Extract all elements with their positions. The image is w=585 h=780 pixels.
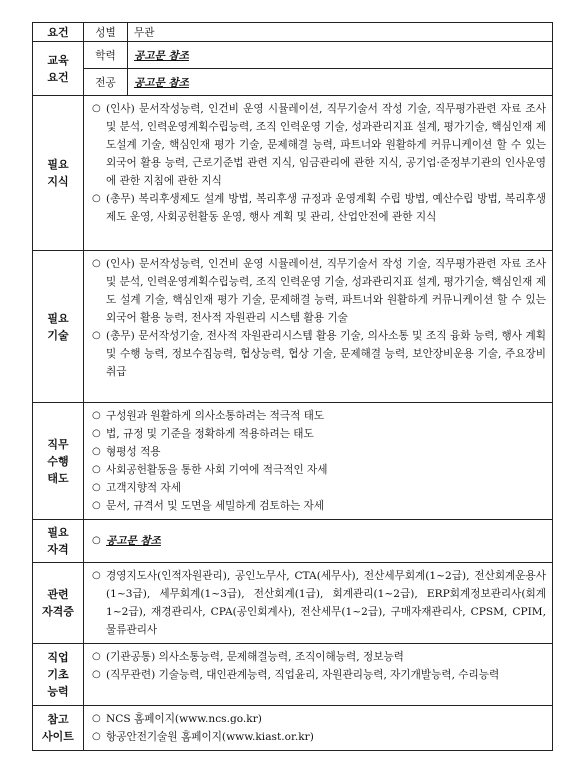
row-certificates [33,563,553,644]
knowledge-item: ○ (인사) 문서작성능력, 인건비 운영 시뮬레이션, 직무기술서 작성 기술, 직무평가관련 자료 조사 및 분석, 인력운영계획수립능력, 조직 인력운영 기술, 성과관리지표 설계, 평가기술, 핵심인재 제도설계 기술, 핵심인재 평가 기술, 문제해결 능력, 파트너와 원활하게 커뮤니케이션 할 수 있는 외국어 활용 능력, 근로기준법 관련 지식, 임금관리에 관한 지식, 공기업·준정부기관의 인사운영에 관한 지침에 관한 지식 [92,100,546,190]
row-skills [33,251,553,403]
basic-ability-item: ○ (기관공통) 의사소통능력, 문제해결능력, 조직이해능력, 정보능력 [92,648,546,666]
reference-link-kiast[interactable]: ○ 항공안전기술원 홈페이지(www.kiast.or.kr) [92,728,546,746]
row-reference [33,706,553,751]
skills-content [84,251,553,403]
attitude-item: ○ 구성원과 원활하게 의사소통하려는 적극적 태도 [92,407,546,425]
row-basic-ability [33,644,553,706]
row-attitude [33,403,553,520]
degree-label: 학력 [84,42,128,69]
major-value: 공고문 참조 [128,69,553,96]
header-qualification: 필요 자격 [33,520,84,563]
certificates-content [84,563,553,644]
degree-value: 공고문 참조 [128,42,553,69]
header-reference: 참고 사이트 [33,706,84,751]
attitude-content [84,403,553,520]
basic-ability-content [84,644,553,706]
header-education: 교육 요건 [33,42,84,96]
skills-item: ○ (총무) 문서작성기술, 전사적 자원관리시스템 활용 기술, 의사소통 및 조직 융화 능력, 행사 계획 및 수행 능력, 정보수집능력, 협상능력, 협상 기술, 문제해결 능력, 보안장비운용 기술, 주요장비 취급 [92,327,546,381]
qualification-content [84,520,553,563]
major-label: 전공 [84,69,128,96]
row-qualification [33,520,553,563]
attitude-item: ○ 형평성 적용 [92,443,546,461]
header-certificates: 관련 자격증 [33,563,84,644]
row-requirements [33,23,553,42]
header-skills: 필요 기술 [33,251,84,403]
job-requirements-table [32,22,553,751]
header-basic-ability: 직업 기초 능력 [33,644,84,706]
header-requirements: 요건 [33,23,84,42]
basic-ability-item: ○ (직무관련) 기술능력, 대인관계능력, 직업윤리, 자원관리능력, 자기개발능력, 수리능력 [92,666,546,684]
gender-value: 무관 [128,23,553,42]
attitude-item: ○ 고객지향적 자세 [92,479,546,497]
header-attitude: 직무 수행 태도 [33,403,84,520]
row-education-major [33,69,553,96]
reference-content [84,706,553,751]
attitude-item: ○ 법, 규정 및 기준을 정확하게 적용하려는 태도 [92,425,546,443]
header-knowledge: 필요 지식 [33,96,84,251]
attitude-item: ○ 사회공헌활동을 통한 사회 기여에 적극적인 자세 [92,461,546,479]
skills-item: ○ (인사) 문서작성능력, 인건비 운영 시뮬레이션, 직무기술서 작성 기술, 직무평가관련 자료 조사 및 분석, 인력운영계획수립능력, 조직 인력운영 기술, 성과관리지표 설계, 평가기술, 핵심인재 제도 설계 기술, 핵심인재 평가 기술, 문제해결 능력, 파트너와 원활하게 커뮤니케이션 할 수 있는 외국어 활용 능력, 전사적 자원관리 시스템 활용 기술 [92,255,546,327]
qualification-item: ○ 공고문 참조 [92,532,546,550]
row-knowledge [33,96,553,251]
row-education-degree [33,42,553,69]
knowledge-content [84,96,553,251]
gender-label: 성별 [84,23,128,42]
knowledge-item: ○ (총무) 복리후생제도 설계 방법, 복리후생 규정과 운영계획 수립 방법, 예산수립 방법, 복리후생 제도 운영, 사회공헌활동 운영, 행사 계획 및 관리, 산업안전에 관한 지식 [92,190,546,226]
certificates-item: ○ 경영지도사(인적자원관리), 공인노무사, CTA(세무사), 전산세무회계(1~2급), 전산회계운용사(1~3급), 세무회계(1~3급), 전산회계(1급), 회계관리(1~2급), ERP회계정보관리사(회계 1~2급), 재경관리사, CPA(공인회계사), 전산세무(1~2급), 구매자재관리사, CPSM, CPIM, 물류관리사 [92,567,546,639]
attitude-item: ○ 문서, 규격서 및 도면을 세밀하게 검토하는 자세 [92,497,546,515]
reference-link-ncs[interactable]: ○ NCS 홈페이지(www.ncs.go.kr) [92,710,546,728]
